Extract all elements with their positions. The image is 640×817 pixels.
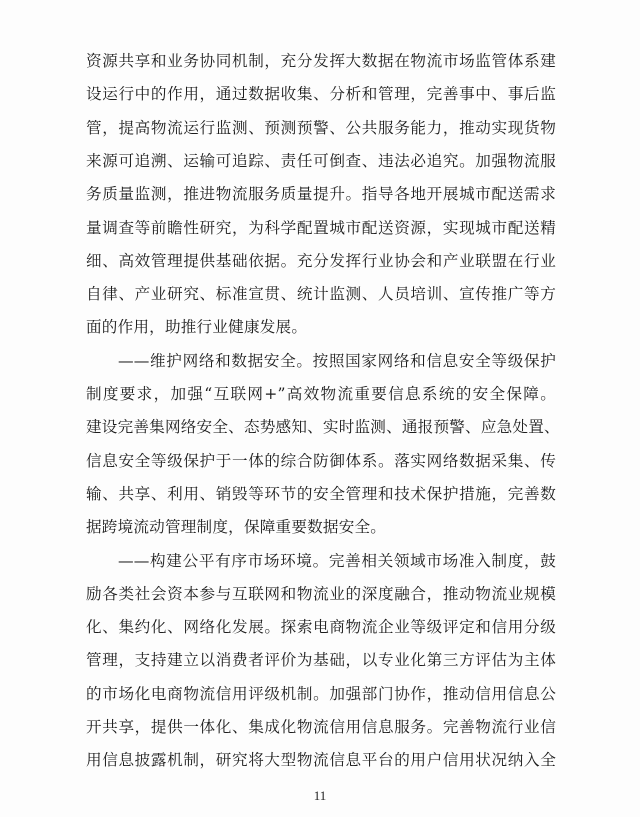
paragraph-line: 用信息披露机制，研究将大型物流信息平台的用户信用状况纳入全: [86, 751, 556, 770]
section-heading-line: ——维护网络和数据安全。按照国家网络和信息安全等级保护: [118, 351, 556, 370]
section-heading-line: ——构建公平有序市场环境。完善相关领域市场准入制度，鼓: [118, 551, 556, 570]
paragraph-line: 来源可追溯、运输可追踪、责任可倒查、违法必追究。加强物流服: [86, 151, 556, 170]
paragraph-line: 建设完善集网络安全、态势感知、实时监测、通报预警、应急处置、: [86, 418, 560, 437]
paragraph-line: 务质量监测，推进物流服务质量提升。指导各地开展城市配送需求: [86, 185, 556, 204]
page-number: 11: [313, 788, 327, 803]
paragraph-line: 据跨境流动管理制度，保障重要数据安全。: [86, 518, 387, 537]
paragraph-line: 管，提高物流运行监测、预测预警、公共服务能力，推动实现货物: [86, 118, 556, 137]
paragraph-line: 开共享，提供一体化、集成化物流信用信息服务。完善物流行业信: [86, 718, 556, 736]
paragraph-line: 化、集约化、网络化发展。探索电商物流企业等级评定和信用分级: [86, 618, 556, 637]
paragraph-line: 信息安全等级保护于一体的综合防御体系。落实网络数据采集、传: [86, 451, 556, 470]
paragraph-line: 细、高效管理提供基础依据。充分发挥行业协会和产业联盟在行业: [86, 251, 556, 270]
paragraph-line: 自律、产业研究、标准宣贯、统计监测、人员培训、宣传推广等方: [86, 285, 556, 304]
paragraph-line: 输、共享、利用、销毁等环节的安全管理和技术保护措施，完善数: [86, 484, 556, 503]
paragraph-line: 量调查等前瞻性研究，为科学配置城市配送资源，实现城市配送精: [86, 218, 556, 237]
paragraph-line: 制度要求，加强“互联网+”高效物流重要信息系统的安全保障。: [86, 385, 556, 403]
paragraph-line: 资源共享和业务协同机制，充分发挥大数据在物流市场监管体系建: [86, 52, 556, 70]
paragraph-line: 管理，支持建立以消费者评价为基础，以专业化第三方评估为主体: [86, 651, 556, 670]
paragraph-line: 的市场化电商物流信用评级机制。加强部门协作，推动信用信息公: [86, 684, 556, 703]
paragraph-line: 励各类社会资本参与互联网和物流业的深度融合，推动物流业规模: [86, 584, 556, 603]
paragraph-line: 设运行中的作用，通过数据收集、分析和管理，完善事中、事后监: [86, 85, 556, 104]
paragraph-line: 面的作用，助推行业健康发展。: [86, 318, 308, 337]
